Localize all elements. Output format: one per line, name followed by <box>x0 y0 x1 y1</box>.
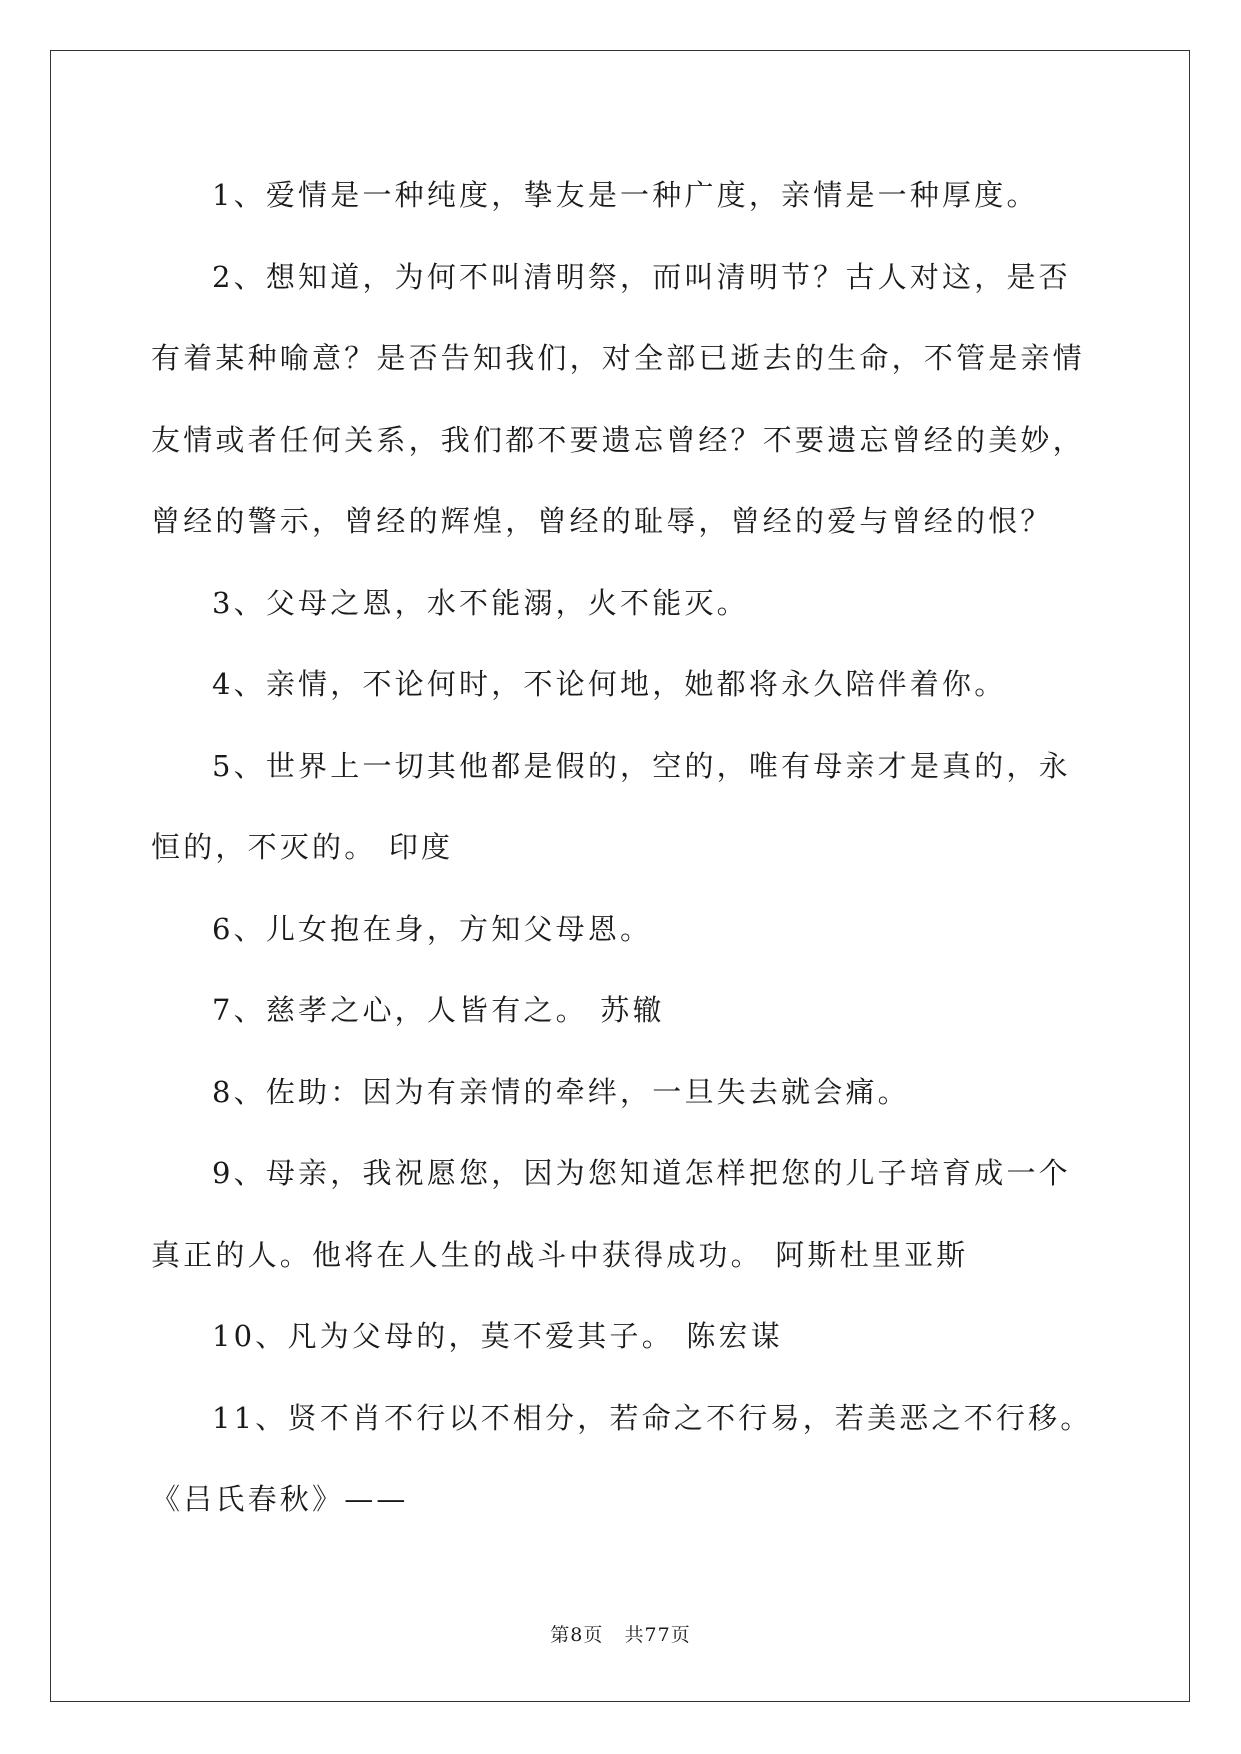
paragraph-3: 3、父母之恩，水不能溺，火不能灭。 <box>212 585 749 620</box>
paragraph-1: 1、爱情是一种纯度，挚友是一种广度，亲情是一种厚度。 <box>212 178 1039 212</box>
paragraph-7: 7、慈孝之心，人皆有之。 苏辙 <box>212 993 665 1027</box>
page-total: 共77页 <box>624 1624 691 1646</box>
paragraph-8: 8、佐助：因为有亲情的牵绊，一旦失去就会痛。 <box>212 1074 910 1109</box>
paragraph-9: 9、母亲，我祝愿您，因为您知道怎样把您的儿子培育成一个真正的人。他将在人生的战斗中获得成功。 阿斯杜里亚斯 <box>151 1156 1071 1272</box>
page-footer <box>0 1620 1241 1647</box>
footer-spacer <box>603 1624 624 1646</box>
paragraph-2: 2、想知道，为何不叫清明祭，而叫清明节？古人对这，是否有着某种喻意？是否告知我们，对全部已逝去的生命，不管是亲情友情或者任何关系，我们都不要遗忘曾经？不要遗忘曾经的美妙，曾经的警示，曾经的辉煌，曾经的耻辱，曾经的爱与曾经的恨？ <box>151 259 1085 538</box>
paragraph-4: 4、亲情，不论何时，不论何地，她都将永久陪伴着你。 <box>212 667 1007 701</box>
paragraph-5: 5、世界上一切其他都是假的，空的，唯有母亲才是真的，永恒的，不灭的。 印度 <box>151 748 1071 864</box>
paragraph-6: 6、儿女抱在身，方知父母恩。 <box>212 911 653 946</box>
paragraph-11: 11、贤不肖不行以不相分，若命之不行易，若美恶之不行移。《吕氏春秋》—— <box>151 1400 1093 1516</box>
document-body <box>151 155 1093 1541</box>
page-number: 第8页 <box>550 1624 604 1646</box>
paragraph-10: 10、凡为父母的，莫不爱其子。 陈宏谋 <box>212 1319 783 1353</box>
